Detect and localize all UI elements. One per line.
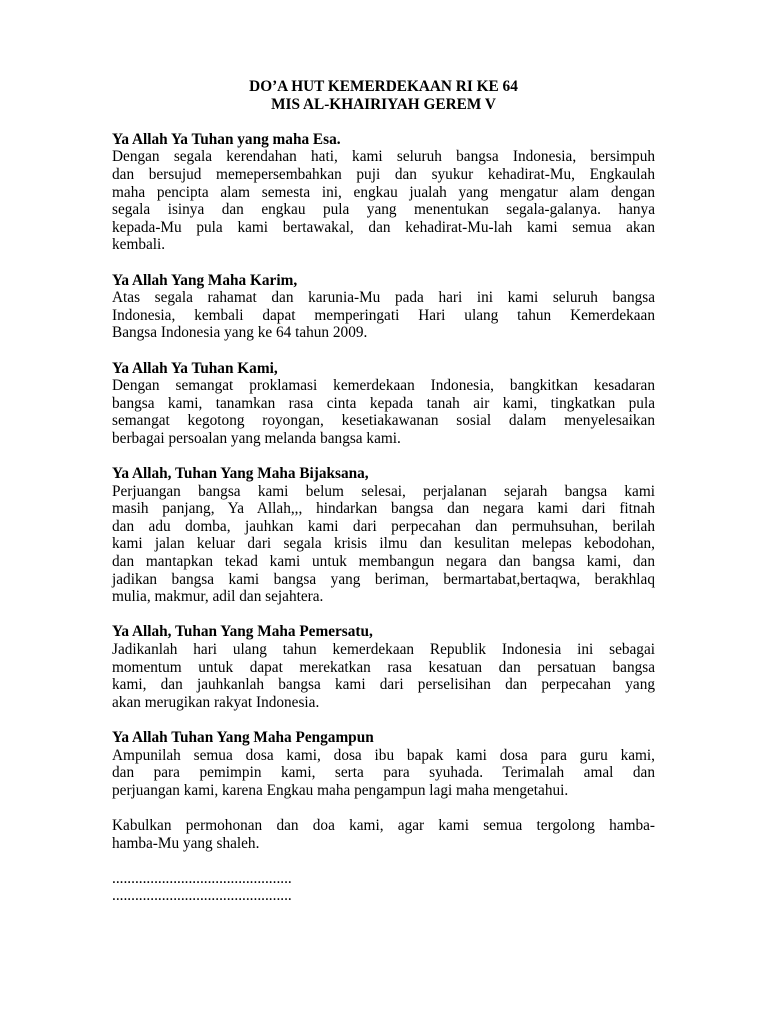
paragraph-line: segala isinya dan engkau pula yang menentukan segala-galanya. hanya [112,201,655,219]
paragraph-line: akan merugikan rakyat Indonesia. [112,693,320,711]
section-heading: Ya Allah Tuhan Yang Maha Pengampun [112,728,374,746]
section-paragraph [112,289,655,342]
section-heading: Ya Allah Yang Maha Karim, [112,271,298,289]
section-paragraph [112,377,655,447]
paragraph-line: momentum untuk dapat merekatkan rasa kesatuan dan persatuan bangsa [112,658,655,676]
section-paragraph [112,747,655,800]
paragraph-line: bangsa kami, tanamkan rasa cinta kepada tanah air kami, tingkatkan pula [112,394,655,412]
section-paragraph [112,148,655,254]
paragraph-line: kami, dan jauhkanlah bangsa kami dari perselisihan dan perpecahan yang [112,676,655,694]
dotted-line: ............................................... [112,887,292,905]
paragraph-line: dan adu domba, jauhkan kami dari perpecahan dan permuhsuhan, berilah [112,517,655,535]
section-paragraph [112,641,655,711]
paragraph-line: dan para pemimpin kami, serta para syuhada. Terimalah amal dan [112,764,655,782]
section-heading: Ya Allah, Tuhan Yang Maha Bijaksana, [112,465,369,483]
paragraph-line: Bangsa Indonesia yang ke 64 tahun 2009. [112,324,368,342]
paragraph-line: dan mantapkan tekad kami untuk membangun negara dan bangsa kami, dan [112,553,655,571]
closing-text [112,817,655,852]
paragraph-line: maha pencipta alam semesta ini, engkau jualah yang mengatur alam dengan [112,183,655,201]
section-heading: Ya Allah Ya Tuhan Kami, [112,359,278,377]
prayer-section [112,360,655,448]
paragraph-line: mulia, makmur, adil dan sejahtera. [112,588,324,606]
paragraph-line: Dengan semangat proklamasi kemerdekaan Indonesia, bangkitkan kesadaran [112,377,655,395]
prayer-section [112,131,655,254]
paragraph-line: semangat kegotong royongan, kesetiakawanan sosial dalam menyelesaikan [112,412,655,430]
paragraph-line: Indonesia, kembali dapat memperingati Hari ulang tahun Kemerdekaan [112,306,655,324]
paragraph-line: kepada-Mu pula kami bertawakal, dan kehadirat-Mu-lah kami semua akan [112,218,655,236]
document-title: DO’A HUT KEMERDEKAAN RI KE 64 [249,78,518,95]
document-subtitle: MIS AL-KHAIRIYAH GEREM V [271,95,496,113]
paragraph-line: masih panjang, Ya Allah,,, hindarkan bangsa dan negara kami dari fitnah [112,500,655,518]
paragraph-line: Ampunilah semua dosa kami, dosa ibu bapak kami dosa para guru kami, [112,746,655,764]
title-block [112,78,655,113]
dotted-line: ............................................... [112,869,292,887]
paragraph-line: dan bersujud memepersembahkan puji dan syukur kehadirat-Mu, Engkaulah [112,165,655,183]
paragraph-line: Jadikanlah hari ulang tahun kemerdekaan Republik Indonesia ini sebagai [112,641,655,658]
closing-line: hamba-Mu yang shaleh. [112,834,260,852]
paragraph-line: perjuangan kami, karena Engkau maha pengampun lagi maha mengetahui. [112,781,569,799]
paragraph-line: Perjuangan bangsa kami belum selesai, perjalanan sejarah bangsa kami [112,482,655,500]
prayer-sections [112,131,655,800]
prayer-section [112,623,655,711]
paragraph-line: Dengan segala kerendahan hati, kami seluruh bangsa Indonesia, bersimpuh [112,148,655,166]
paragraph-line: berbagai persoalan yang melanda bangsa kami. [112,429,401,447]
section-paragraph [112,483,655,606]
paragraph-line: kembali. [112,236,166,254]
paragraph-line: jadikan bangsa kami bangsa yang beriman, bermartabat,bertaqwa, berakhlaq [112,570,655,588]
section-heading: Ya Allah Ya Tuhan yang maha Esa. [112,130,341,148]
paragraph-line: Atas segala rahamat dan karunia-Mu pada hari ini kami seluruh bangsa [112,289,655,307]
prayer-section [112,465,655,606]
prayer-section [112,729,655,799]
prayer-section [112,272,655,342]
closing-paragraph [112,817,655,852]
paragraph-line: kami jalan keluar dari segala krisis ilmu dan kesulitan melepas kebodohan, [112,535,655,553]
closing-line: Kabulkan permohonan dan doa kami, agar kami semua tergolong hamba- [112,816,655,834]
section-heading: Ya Allah, Tuhan Yang Maha Pemersatu, [112,623,373,641]
document-page [112,78,655,905]
